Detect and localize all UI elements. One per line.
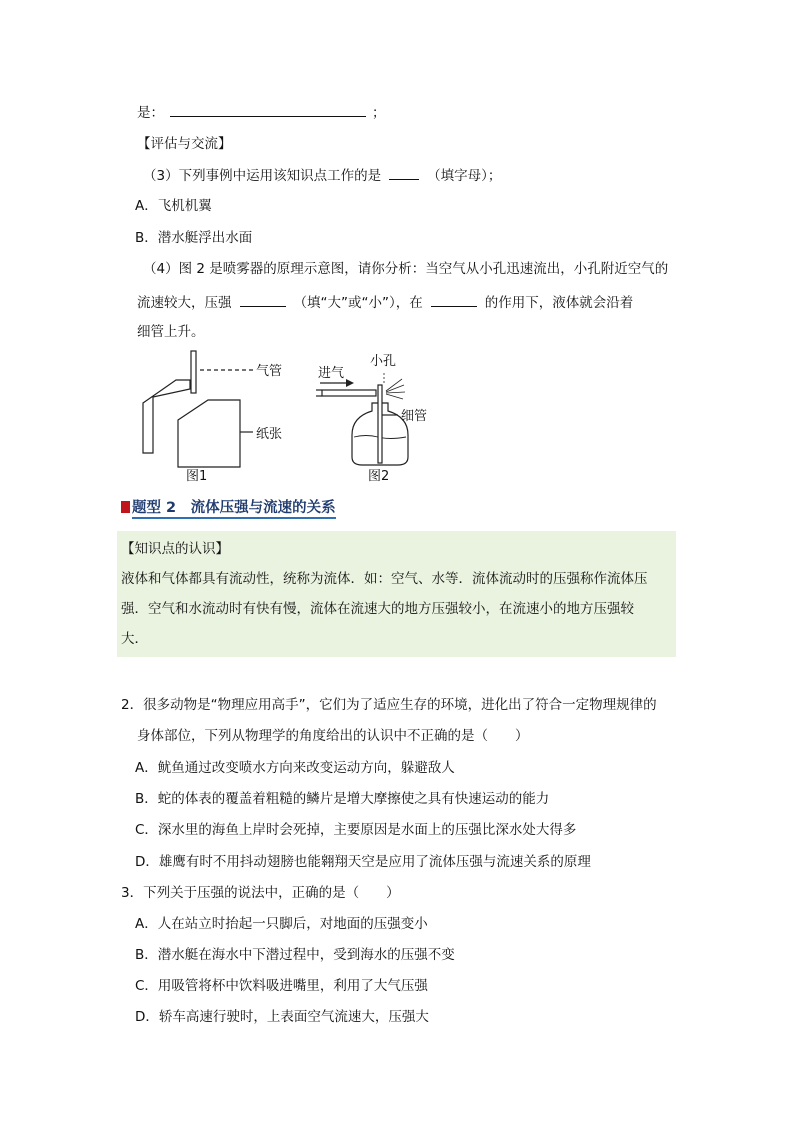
q3-hint: （填字母）；: [427, 168, 502, 184]
figure-2-sprayer: [316, 373, 408, 465]
q2-option-b: B．蛇的体表的覆盖着粗糙的鳞片是增大摩擦使之具有快速运动的能力: [135, 791, 550, 807]
question-4-line-1: （4）图 2 是喷雾器的原理示意图，请你分析：当空气从小孔迅速流出，小孔附近空气的: [143, 261, 669, 277]
answer-blank-q4-2[interactable]: [431, 292, 477, 307]
fig2-label-hole: 小孔: [370, 354, 397, 369]
answer-blank-q4-1[interactable]: [240, 292, 286, 307]
fig2-label-inlet: 进气: [318, 366, 345, 381]
shi-label: 是：: [137, 105, 164, 121]
figure-diagrams: [0, 345, 794, 485]
fig1-label-gas-tube: 气管: [256, 364, 283, 379]
q4-text-c: 的作用下，液体就会沿着: [484, 295, 634, 311]
thin-tube: [378, 385, 382, 463]
knowledge-line-1: 液体和气体都具有流动性，统称为流体．如：空气、水等．流体流动时的压强称作流体压: [121, 571, 648, 587]
q3b-option-a: A．人在站立时抬起一只脚后，对地面的压强变小: [135, 916, 428, 932]
q3-option-b: B．潜水艇浮出水面: [135, 230, 253, 246]
semicolon: ；: [372, 105, 386, 121]
q4-text-a: 流速较大，压强: [137, 295, 232, 311]
fig1-label-paper: 纸张: [256, 427, 283, 442]
question-2-line-1: 2．很多动物是“物理应用高手”，它们为了适应生存的环境，进化出了符合一定物理规律的: [121, 697, 657, 713]
question-4-line-3: 细管上升。: [137, 324, 205, 340]
q2-option-a: A．鱿鱼通过改变喷水方向来改变运动方向，躲避敌人: [135, 760, 455, 776]
q3b-option-d: D．轿车高速行驶时，上表面空气流速大，压强大: [135, 1009, 429, 1025]
knowledge-box: [117, 531, 676, 657]
eval-heading: 【评估与交流】: [137, 136, 232, 152]
q3b-option-c: C．用吸管将杯中饮料吸进嘴里，利用了大气压强: [135, 978, 428, 994]
section-marker-icon: [121, 501, 130, 513]
knowledge-line-3: 大．: [121, 631, 148, 647]
answer-blank-1[interactable]: [170, 102, 366, 117]
knowledge-line-2: 强．空气和水流动时有快有慢，流体在流速大的地方压强较小，在流速小的地方压强较: [121, 601, 634, 617]
inlet-tube: [322, 390, 376, 396]
question-2-line-2: 身体部位，下列从物理学的角度给出的认识中不正确的是（ ）: [137, 728, 529, 744]
section-title: [121, 496, 336, 517]
q3b-option-b: B．潜水艇在海水中下潜过程中，受到海水的压强不变: [135, 947, 455, 963]
question-4-line-2: [137, 292, 633, 313]
spray-lines: [386, 379, 405, 399]
knowledge-heading: 【知识点的认识】: [121, 541, 229, 557]
fig2-label-thin-tube: 细管: [401, 409, 428, 424]
question-3-line-1: 3．下列关于压强的说法中，正确的是（ ）: [121, 885, 400, 901]
gas-tube: [191, 351, 196, 393]
inlet-arrow-head: [346, 379, 354, 387]
answer-line-shi: [137, 102, 386, 123]
q2-option-d: D．雄鹰有时不用抖动翅膀也能翱翔天空是应用了流体压强与流速关系的原理: [135, 854, 591, 870]
q3-prompt: （3）下列事例中运用该知识点工作的是: [143, 168, 382, 184]
q3-option-a: A．飞机机翼: [135, 198, 212, 214]
q4-text-b: （填“大”或“小”），在: [293, 295, 423, 311]
figure-1-paper-tube: [143, 351, 253, 467]
q2-option-c: C．深水里的海鱼上岸时会死掉，主要原因是水面上的压强比深水处大得多: [135, 822, 577, 838]
paper-sheet-front: [178, 400, 240, 467]
section-title-text: 题型 2 流体压强与流速的关系: [132, 500, 336, 519]
fig2-caption: 图2: [368, 469, 390, 484]
fig1-caption: 图1: [186, 469, 208, 484]
answer-blank-q3[interactable]: [389, 165, 419, 180]
question-3-text: [143, 165, 501, 186]
